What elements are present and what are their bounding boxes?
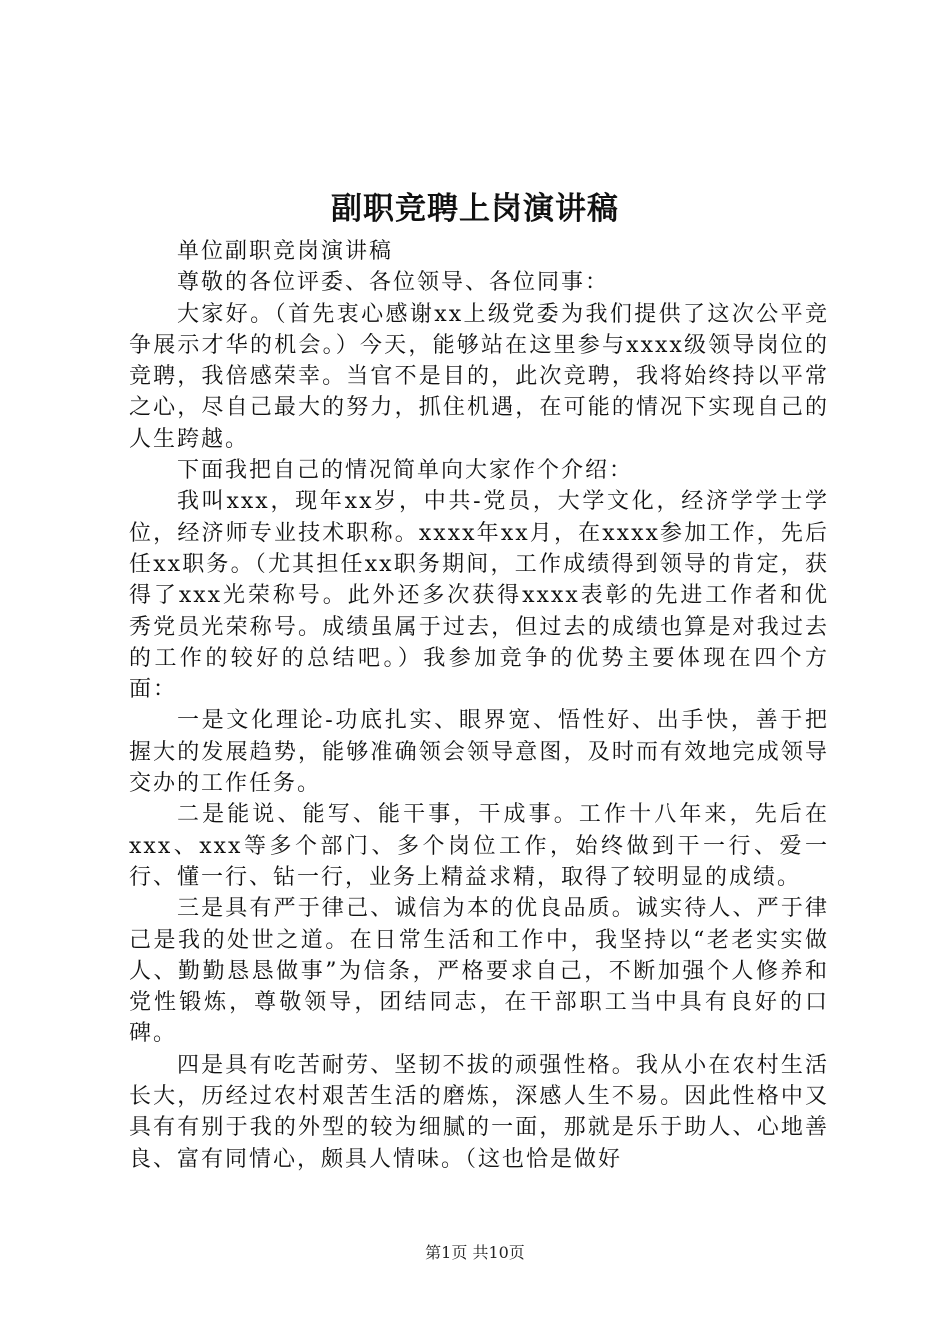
document-title: 副职竞聘上岗演讲稿 — [331, 191, 619, 227]
page-number: 第1页 共10页 — [425, 1243, 525, 1262]
paragraph-salutation: 尊敬的各位评委、各位领导、各位同事： — [177, 270, 610, 296]
paragraph-subtitle: 单位副职竞岗演讲稿 — [177, 239, 394, 264]
paragraph-strength-four: 四是具有吃苦耐劳、坚韧不拔的顽强性格。我从小在农村生活长大，历经过农村艰苦生活的磨炼，深感人生不易。因此性格中又具有有别于我的外型的较为细腻的一面，那就是乐于助人、心地善良、富有同情心，颇具人情味。（这也恰是做好 — [129, 1052, 829, 1172]
paragraph-strength-two: 二是能说、能写、能干事，干成事。工作十八年来，先后在xxx、xxx等多个部门、多个岗位工作，始终做到干一行、爱一行、懂一行、钻一行，业务上精益求精，取得了较明显的成绩。 — [129, 802, 829, 890]
paragraph-self-introduction: 我叫xxx，现年xx岁，中共-党员，大学文化，经济学学士学位，经济师专业技术职称。xxxx年xx月，在xxxx参加工作，先后任xx职务。（尤其担任xx职务期间，工作成绩得到领导的肯定，获得了xxx光荣称号。此外还多次获得xxxx表彰的先进工作者和优秀党员光荣称号。成绩虽属于过去，但过去的成绩也算是对我过去的工作的较好的总结吧。）我参加竞争的优势主要体现在四个方面： — [129, 489, 829, 703]
paragraph-strength-one: 一是文化理论-功底扎实、眼界宽、悟性好、出手快，善于把握大的发展趋势，能够准确领会领导意图，及时而有效地完成领导交办的工作任务。 — [129, 708, 829, 797]
paragraph-intro: 下面我把自己的情况简单向大家作个介绍： — [177, 458, 634, 484]
paragraph-greeting: 大家好。（首先衷心感谢xx上级党委为我们提供了这次公平竞争展示才华的机会。）今天，能够站在这里参与xxxx级领导岗位的竞聘，我倍感荣幸。当官不是目的，此次竞聘，我将始终持以平常之心，尽自己最大的努力，抓住机遇，在可能的情况下实现自己的人生跨越。 — [129, 301, 829, 452]
document-body — [129, 236, 829, 1175]
paragraph-strength-three: 三是具有严于律己、诚信为本的优良品质。诚实待人、严于律己是我的处世之道。在日常生活和工作中，我坚持以“老老实实做人、勤勤恳恳做事”为信条，严格要求自己，不断加强个人修养和党性锻炼，尊敬领导，团结同志，在干部职工当中具有良好的口碑。 — [129, 896, 829, 1047]
